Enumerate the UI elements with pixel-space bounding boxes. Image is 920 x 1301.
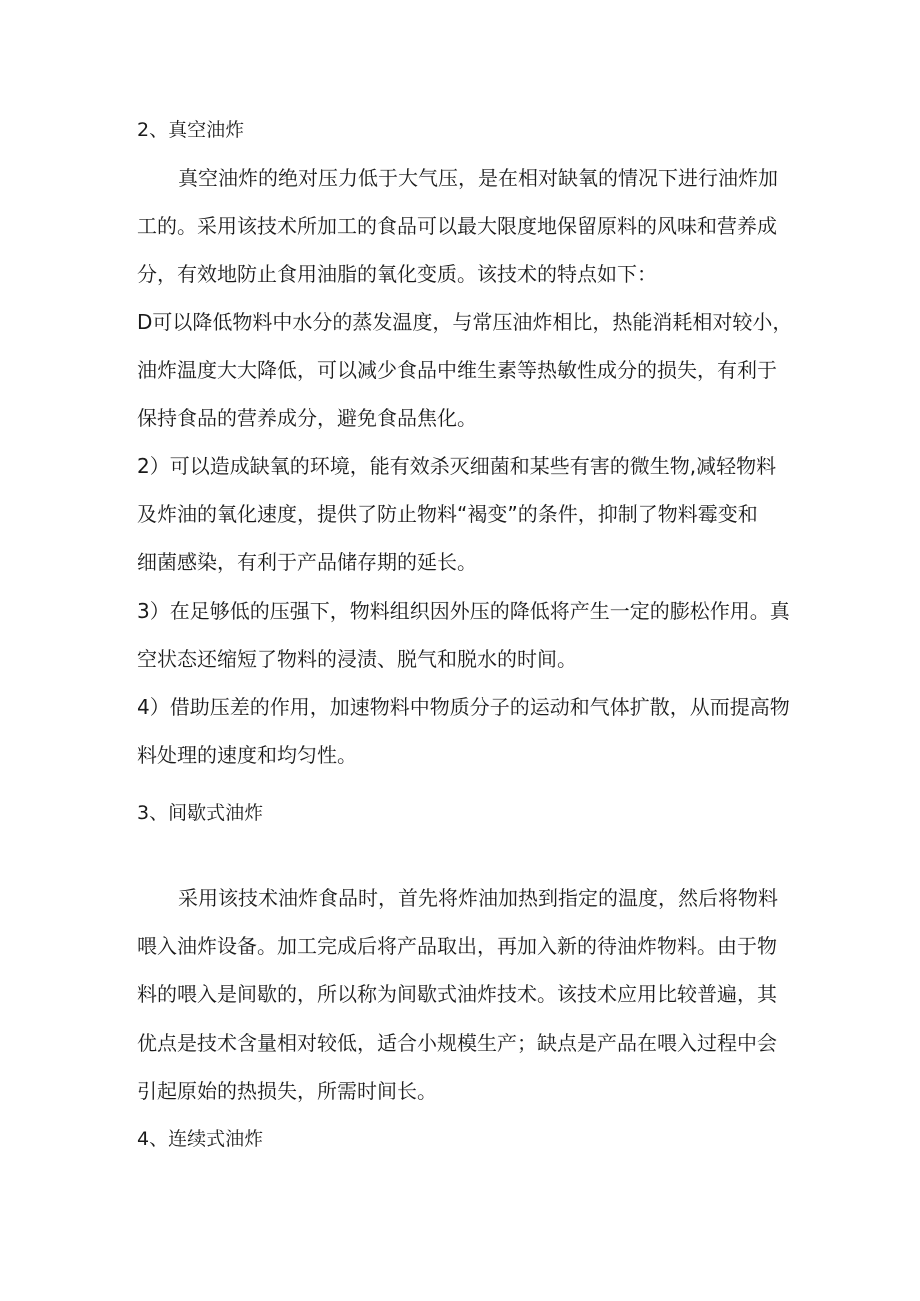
list-item-line: 3）在足够低的压强下，物料组织因外压的降低将产生一定的膨松作用。真 [137, 599, 790, 623]
paragraph-line: 工的。采用该技术所加工的食品可以最大限度地保留原料的风味和营养成 [137, 214, 777, 238]
section-heading-continuous-frying: 4、连续式油炸 [137, 1128, 264, 1150]
list-item-line: 及炸油的氧化速度，提供了防止物料“褐变”的条件，抑制了物料霉变和 [137, 502, 758, 526]
paragraph-line: 采用该技术油炸食品时，首先将炸油加热到指定的温度，然后将物料 [178, 886, 778, 910]
list-item-line: 细菌感染，有利于产品储存期的延长。 [137, 550, 477, 574]
paragraph-line: 优点是技术含量相对较低，适合小规模生产；缺点是产品在喂入过程中会 [137, 1031, 777, 1055]
paragraph-line: 分，有效地防止食用油脂的氧化变质。该技术的特点如下： [137, 262, 657, 286]
list-item-line: 料处理的速度和均匀性。 [137, 743, 357, 767]
list-item-line: 4）借助压差的作用，加速物料中物质分子的运动和气体扩散，从而提高物 [137, 695, 790, 719]
paragraph-line: 喂入油炸设备。加工完成后将产品取出，再加入新的待油炸物料。由于物 [137, 934, 777, 958]
paragraph-line: 料的喂入是间歇的，所以称为间歇式油炸技术。该技术应用比较普遍，其 [137, 982, 777, 1006]
list-item-line: 空状态还缩短了物料的浸渍、脱气和脱水的时间。 [137, 647, 577, 671]
section-heading-vacuum-frying: 2、真空油炸 [137, 119, 245, 141]
paragraph-line: 真空油炸的绝对压力低于大气压，是在相对缺氧的情况下进行油炸加 [178, 166, 778, 190]
list-item-line: 保持食品的营养成分，避免食品焦化。 [137, 406, 477, 430]
section-heading-batch-frying: 3、间歇式油炸 [137, 802, 264, 824]
paragraph-line: 引起原始的热损失，所需时间长。 [137, 1079, 437, 1103]
list-item-line: 2）可以造成缺氧的环境，能有效杀灭细菌和某些有害的微生物,减轻物料 [137, 454, 777, 478]
list-item-line: D可以降低物料中水分的蒸发温度，与常压油炸相比，热能消耗相对较小， [137, 310, 793, 334]
list-item-line: 油炸温度大大降低，可以减少食品中维生素等热敏性成分的损失，有利于 [137, 358, 777, 382]
